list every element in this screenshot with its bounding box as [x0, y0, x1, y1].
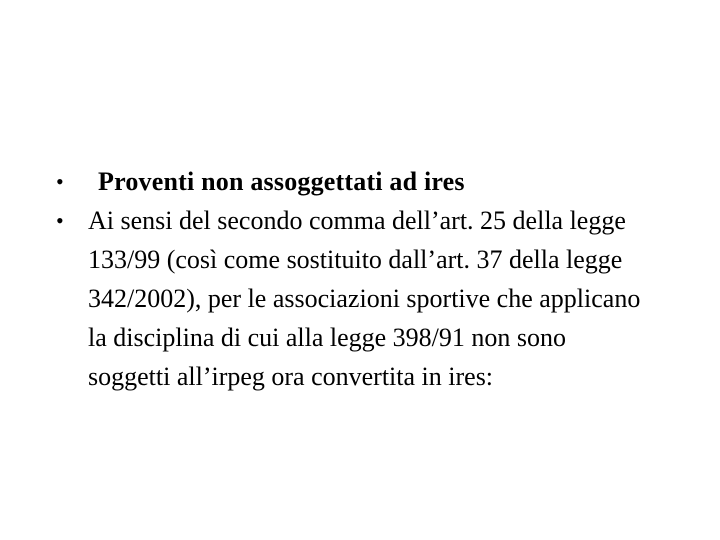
bullet-item-heading: [56, 162, 696, 201]
bullet-item-body: [56, 201, 696, 396]
bullet-heading-text: Proventi non assoggettati ad ires: [98, 167, 465, 196]
bullet-marker: •: [56, 169, 64, 194]
bullet-marker: •: [56, 208, 64, 233]
bullet-body-text: Ai sensi del secondo comma dell’art. 25 della legge 133/99 (così come sostituito dall’art. 37 della legge 342/2002), per le associazioni sportive che applicano la disciplina di cui alla legge 398/91 non sono soggetti all’irpeg ora convertita in ires:: [88, 206, 641, 391]
bullet-list: [56, 162, 696, 396]
